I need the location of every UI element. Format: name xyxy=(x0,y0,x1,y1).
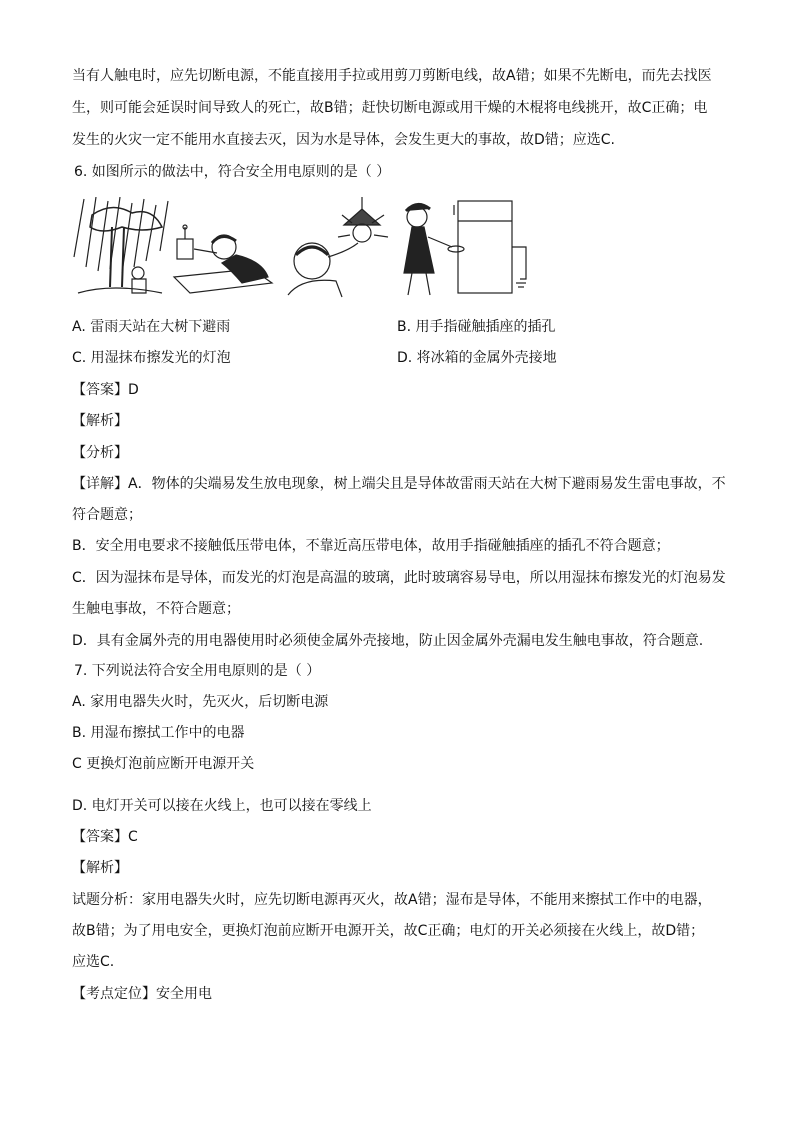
q5-analysis-line-3: 发生的火灾一定不能用水直接去灭，因为水是导体，会发生更大的事故，故D错；应选C. xyxy=(72,132,616,148)
q5-analysis-line-2: 生，则可能会延误时间导致人的死亡，故B错；赶快切断电源或用干燥的木棍将电线挑开，故C正确；电 xyxy=(72,100,708,116)
q6-detail-line-2: 符合题意； xyxy=(72,507,142,523)
q7-analysis-line-1: 试题分析：家用电器失火时，应先切断电源再灭火，故A错；湿布是导体，不能用来擦拭工作中的电器， xyxy=(72,892,712,908)
q6-stem: 6. 如图所示的做法中，符合安全用电原则的是（ ） xyxy=(74,164,391,180)
tree-in-rain-picture xyxy=(74,197,168,293)
q6-illustration xyxy=(72,197,552,305)
q6-option-b: B. 用手指碰触插座的插孔 xyxy=(397,319,556,335)
q7-answer: 【答案】C xyxy=(72,829,138,845)
q6-detail-line-1: 【详解】A．物体的尖端易发生放电现象，树上端尖且是导体故雷雨天站在大树下避雨易发生雷电事故，不 xyxy=(72,476,726,492)
q7-analysis-line-2: 故B错；为了用电安全，更换灯泡前应断开电源开关，故C正确；电灯的开关必须接在火线上，故D错； xyxy=(72,923,705,939)
boy-wiping-lamp-picture xyxy=(288,197,388,297)
boy-touching-socket-picture xyxy=(174,225,272,293)
q6-detail-line-5: 生触电事故，不符合题意； xyxy=(72,601,240,617)
q6-fenxi-heading: 【分析】 xyxy=(72,445,128,461)
q7-jiexi-heading: 【解析】 xyxy=(72,860,128,876)
q6-detail-line-3: B．安全用电要求不接触低压带电体，不靠近高压带电体，故用手指碰触插座的插孔不符合题意； xyxy=(72,538,670,554)
q5-analysis-line-1: 当有人触电时，应先切断电源，不能直接用手拉或用剪刀剪断电线，故A错；如果不先断电，而先去找医 xyxy=(72,68,712,84)
q7-option-b: B. 用湿布擦拭工作中的电器 xyxy=(72,725,245,741)
q6-jiexi-heading: 【解析】 xyxy=(72,413,128,429)
q7-kaodian: 【考点定位】安全用电 xyxy=(72,986,212,1002)
q6-detail-line-6: D．具有金属外壳的用电器使用时必须使金属外壳接地，防止因金属外壳漏电发生触电事故，符合题意. xyxy=(72,633,704,649)
q7-stem: 7. 下列说法符合安全用电原则的是（ ） xyxy=(74,663,321,679)
q7-analysis-line-3: 应选C. xyxy=(72,954,115,970)
q6-answer: 【答案】D xyxy=(72,382,139,398)
girl-with-fridge-picture xyxy=(404,201,526,295)
q6-option-c: C. 用湿抹布擦发光的灯泡 xyxy=(72,350,231,366)
q6-option-d: D. 将冰箱的金属外壳接地 xyxy=(397,350,557,366)
q6-detail-line-4: C．因为湿抹布是导体，而发光的灯泡是高温的玻璃，此时玻璃容易导电，所以用湿抹布擦发光的灯泡易发 xyxy=(72,570,726,586)
q6-option-a: A. 雷雨天站在大树下避雨 xyxy=(72,319,231,335)
q7-option-c: C 更换灯泡前应断开电源开关 xyxy=(72,756,255,772)
q7-option-a: A. 家用电器失火时，先灭火，后切断电源 xyxy=(72,694,329,710)
q7-option-d: D. 电灯开关可以接在火线上，也可以接在零线上 xyxy=(72,798,372,814)
